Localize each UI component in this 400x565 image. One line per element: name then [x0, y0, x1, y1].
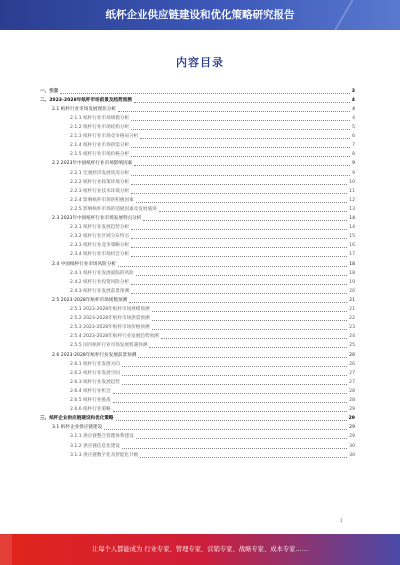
toc-entry-title: 一、引言: [40, 88, 59, 94]
toc-entry-title: 2.3.1 纸杯行业发展趋势分析: [70, 225, 130, 231]
toc-entry-title: 2.2.5 影响纸杯市场的消极因素及发展瓶颈: [70, 206, 157, 212]
toc-entry-page: 29: [349, 434, 355, 440]
toc-leader-dots: [131, 184, 347, 185]
toc-entry[interactable]: [40, 86, 355, 95]
toc-entry-page: 24: [349, 334, 355, 340]
toc-leader-dots: [122, 375, 347, 376]
toc-entry[interactable]: [40, 286, 355, 295]
table-of-contents: [40, 86, 355, 481]
toc-entry-title: 2.3 2023年中国纸杯行业市场发展特点分析: [52, 216, 142, 222]
toc-entry-title: 2.3.2 纸杯行业区域分布特点: [70, 234, 130, 240]
toc-leader-dots: [140, 138, 350, 139]
footer-banner: [0, 534, 400, 565]
toc-leader-dots: [136, 275, 347, 276]
toc-heading: 内容目录: [176, 56, 224, 69]
toc-entry[interactable]: [40, 95, 355, 104]
toc-entry-page: 18: [349, 270, 355, 276]
toc-entry-page: 21: [349, 297, 355, 303]
toc-entry-title: 2.1 纸杯行业市场发展现状分析: [52, 106, 116, 112]
toc-entry[interactable]: [40, 341, 355, 350]
toc-entry[interactable]: [40, 168, 355, 177]
toc-entry[interactable]: [40, 250, 355, 259]
toc-entry-page: 28: [349, 388, 355, 394]
toc-entry[interactable]: [40, 277, 355, 286]
toc-entry-page: 29: [349, 407, 355, 413]
toc-entry-page: 21: [349, 307, 355, 313]
toc-entry[interactable]: [40, 132, 355, 141]
toc-leader-dots: [113, 402, 347, 403]
toc-entry-page: 9: [352, 161, 355, 167]
toc-entry[interactable]: [40, 213, 355, 222]
toc-leader-dots: [149, 347, 347, 348]
toc-entry-title: 2.3.4 纸杯行业市场机会分析: [70, 252, 130, 258]
toc-entry-title: 2.6.3 纸杯行业发展趋势: [70, 379, 120, 385]
toc-leader-dots: [116, 420, 347, 421]
toc-entry-page: 6: [352, 134, 355, 140]
toc-entry-title: 2.5.2 2023-2028年纸杯市场供需预测: [70, 316, 150, 322]
toc-leader-dots: [138, 357, 347, 358]
toc-entry[interactable]: [40, 304, 355, 313]
toc-entry[interactable]: [40, 368, 355, 377]
toc-entry-title: 2.5.3 2023-2028年纸杯市场价格预测: [70, 325, 150, 331]
toc-entry[interactable]: [40, 295, 355, 304]
toc-entry[interactable]: [40, 350, 355, 359]
toc-entry-title: 2.4.3 纸杯行业发展前景预测: [70, 288, 130, 294]
toc-entry-title: 2.1.1 纸杯行业市场规模分析: [70, 115, 130, 121]
toc-entry-title: 2.1.5 纸杯行业市场价格分析: [70, 152, 130, 158]
toc-entry[interactable]: [40, 232, 355, 241]
toc-entry[interactable]: [40, 122, 355, 131]
toc-leader-dots: [152, 320, 348, 321]
toc-leader-dots: [131, 193, 347, 194]
toc-entry-title: 2.6.2 纸杯行业发展空间: [70, 370, 120, 376]
toc-leader-dots: [131, 229, 347, 230]
toc-entry-title: 2.4.1 纸杯行业发展面临的风险: [70, 270, 134, 276]
toc-entry-page: 4: [352, 106, 355, 112]
toc-entry-title: 3.1.2 供应链信息化建设: [70, 443, 120, 449]
toc-leader-dots: [131, 129, 350, 130]
toc-entry-title: 3.1 纸杯企业供应链建设: [52, 425, 103, 431]
toc-entry-title: 2.2.1 宏观经济发展状况分析: [70, 170, 130, 176]
toc-entry[interactable]: [40, 195, 355, 204]
toc-entry-title: 2.6.1 纸杯行业发展方向: [70, 361, 120, 367]
toc-leader-dots: [161, 338, 347, 339]
toc-entry-title: 三、纸杯企业供应链建设和优化策略: [40, 416, 114, 422]
toc-leader-dots: [122, 366, 347, 367]
toc-entry-page: 26: [349, 352, 355, 358]
toc-leader-dots: [113, 393, 347, 394]
toc-leader-dots: [104, 429, 347, 430]
toc-entry[interactable]: [40, 359, 355, 368]
toc-entry-title: 3.1.1 供应链整合管理体系建设: [70, 434, 134, 440]
toc-leader-dots: [131, 293, 347, 294]
toc-leader-dots: [136, 202, 347, 203]
toc-entry[interactable]: [40, 414, 355, 423]
toc-entry-title: 二、2023-2028年纸杯市场前景及趋势预测: [40, 97, 132, 103]
toc-leader-dots: [118, 111, 350, 112]
toc-leader-dots: [131, 120, 350, 121]
toc-entry-page: 7: [352, 143, 355, 149]
toc-entry[interactable]: [40, 450, 355, 459]
toc-leader-dots: [134, 102, 350, 103]
toc-leader-dots: [131, 256, 347, 257]
toc-entry-title: 2.4.2 纸杯行业投资风险分析: [70, 279, 130, 285]
toc-leader-dots: [143, 220, 347, 221]
toc-entry-page: 20: [349, 288, 355, 294]
toc-leader-dots: [134, 165, 350, 166]
toc-entry-title: 2.2.3 纸杯行业技术环境分析: [70, 188, 130, 194]
toc-entry[interactable]: [40, 395, 355, 404]
toc-entry-page: 22: [349, 316, 355, 322]
toc-leader-dots: [129, 302, 347, 303]
toc-leader-dots: [131, 147, 350, 148]
toc-entry-title: 2.2 2023年中国纸杯行业市场影响因素: [52, 161, 133, 167]
toc-entry-title: 2.6 2023-2028年纸杯行业发展前景预测: [52, 352, 137, 358]
toc-entry-title: 2.1.3 纸杯行业市场竞争格局分析: [70, 134, 139, 140]
toc-leader-dots: [113, 411, 347, 412]
toc-entry-page: 28: [349, 398, 355, 404]
toc-entry[interactable]: [40, 113, 355, 122]
toc-entry-page: 13: [349, 206, 355, 212]
toc-entry[interactable]: [40, 314, 355, 323]
toc-entry-title: 2.1.4 纸杯行业市场供需分析: [70, 143, 130, 149]
toc-entry-page: 29: [349, 425, 355, 431]
toc-entry-page: 14: [349, 216, 355, 222]
toc-entry-page: 25: [349, 343, 355, 349]
toc-entry-page: 9: [352, 170, 355, 176]
toc-leader-dots: [140, 457, 347, 458]
toc-entry-title: 2.1.2 纸杯行业市场结构分析: [70, 125, 130, 131]
toc-entry[interactable]: [40, 268, 355, 277]
toc-entry-page: 14: [349, 225, 355, 231]
toc-entry-page: 10: [349, 179, 355, 185]
toc-entry[interactable]: [40, 141, 355, 150]
toc-entry-page: 18: [349, 261, 355, 267]
toc-entry-page: 12: [349, 197, 355, 203]
toc-entry[interactable]: [40, 423, 355, 432]
toc-entry-title: 2.6.6 纸杯行业策略: [70, 407, 111, 413]
toc-entry[interactable]: [40, 159, 355, 168]
toc-entry-page: 17: [349, 252, 355, 258]
toc-entry-title: 3.1.3 供应链数字化及智能化升级: [70, 452, 139, 458]
toc-leader-dots: [122, 384, 347, 385]
toc-entry[interactable]: [40, 441, 355, 450]
toc-entry[interactable]: [40, 150, 355, 159]
toc-entry[interactable]: [40, 259, 355, 268]
toc-entry-title: 2.2.2 纸杯行业政策环境分析: [70, 179, 130, 185]
toc-entry[interactable]: [40, 332, 355, 341]
toc-entry[interactable]: [40, 177, 355, 186]
toc-entry-page: 4: [352, 115, 355, 121]
toc-entry-page: 4: [351, 97, 355, 103]
toc-leader-dots: [60, 93, 349, 94]
toc-entry[interactable]: [40, 377, 355, 386]
toc-entry-page: 27: [349, 379, 355, 385]
toc-entry-title: 2.5.4 2023-2028年纸杯行业发展趋势预测: [70, 334, 159, 340]
toc-entry[interactable]: [40, 204, 355, 213]
toc-entry[interactable]: [40, 104, 355, 113]
toc-leader-dots: [152, 311, 348, 312]
toc-leader-dots: [136, 438, 347, 439]
toc-entry-page: 30: [349, 452, 355, 458]
toc-entry-title: 2.4 中国纸杯行业市场风险分析: [52, 261, 116, 267]
toc-entry-title: 2.5 2023-2028年纸杯市场规模预测: [52, 297, 128, 303]
toc-leader-dots: [131, 175, 350, 176]
footer-slogan: 让每个人都能成为 行业专家、管理专家、营销专家、战略专家、成本专家……: [91, 546, 309, 553]
report-header-banner: [0, 0, 400, 30]
toc-entry[interactable]: [40, 223, 355, 232]
toc-leader-dots: [152, 329, 348, 330]
toc-entry[interactable]: [40, 386, 355, 395]
toc-entry-page: 8: [352, 152, 355, 158]
toc-entry-page: 30: [349, 443, 355, 449]
toc-entry[interactable]: [40, 323, 355, 332]
toc-entry-title: 2.3.3 纸杯行业竞争策略分析: [70, 243, 130, 249]
toc-leader-dots: [118, 266, 347, 267]
toc-leader-dots: [131, 238, 347, 239]
toc-leader-dots: [131, 284, 347, 285]
toc-entry[interactable]: [40, 405, 355, 414]
toc-entry-page: 26: [349, 361, 355, 367]
toc-entry-title: 2.6.4 纸杯行业机会: [70, 388, 111, 394]
toc-leader-dots: [159, 211, 347, 212]
toc-entry-page: 11: [349, 188, 355, 194]
toc-entry-page: 15: [349, 234, 355, 240]
toc-entry-title: 2.5.5 国内纸杯行业市场发展机遇预测: [70, 343, 148, 349]
toc-entry[interactable]: [40, 432, 355, 441]
page-number: 1: [340, 518, 343, 523]
toc-entry-page: 29: [348, 416, 355, 422]
toc-entry-page: 23: [349, 325, 355, 331]
report-title: 纸杯企业供应链建设和优化策略研究报告: [105, 9, 295, 21]
toc-entry-page: 3: [351, 88, 355, 94]
toc-entry-page: 27: [349, 370, 355, 376]
toc-entry-title: 2.6.5 纸杯行业挑战: [70, 398, 111, 404]
toc-leader-dots: [122, 448, 347, 449]
toc-leader-dots: [131, 156, 350, 157]
toc-entry-title: 2.2.4 影响纸杯市场的积极因素: [70, 197, 134, 203]
toc-entry[interactable]: [40, 186, 355, 195]
toc-entry-title: 2.5.1 2023-2028年纸杯市场规模预测: [70, 307, 150, 313]
toc-entry-page: 5: [352, 125, 355, 131]
toc-entry-page: 16: [349, 243, 355, 249]
toc-entry[interactable]: [40, 241, 355, 250]
toc-entry-page: 19: [349, 279, 355, 285]
toc-leader-dots: [131, 247, 347, 248]
